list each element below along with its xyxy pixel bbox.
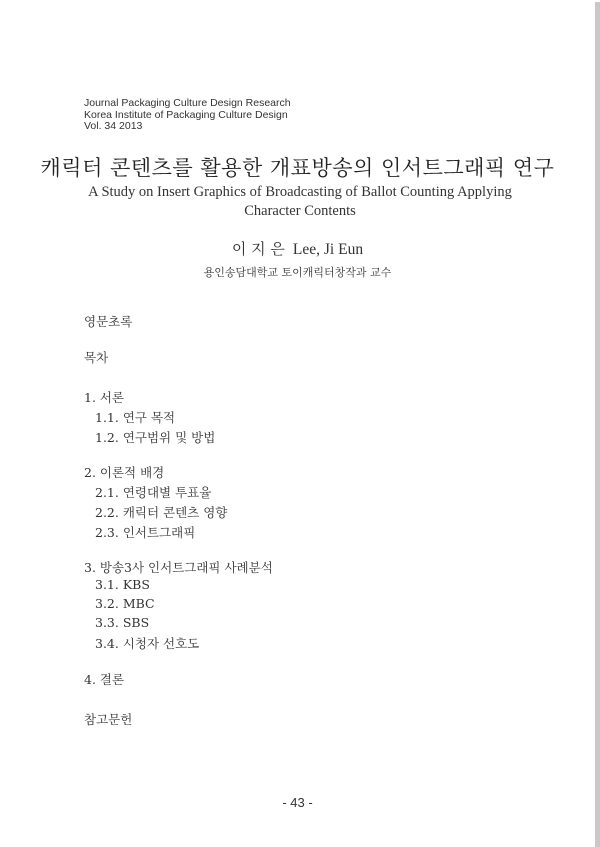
toc-section-3-3: 3.3. SBS	[95, 615, 150, 630]
journal-volume: Vol. 34 2013	[84, 120, 143, 132]
toc-section-2-3: 2.3. 인서트그래픽	[95, 525, 196, 540]
toc-section-1-2: 1.2. 연구범위 및 방법	[95, 430, 216, 445]
toc-section-3-2: 3.2. MBC	[95, 596, 155, 611]
toc-references: 참고문헌	[84, 712, 133, 727]
toc-section-3-1: 3.1. KBS	[95, 577, 150, 592]
journal-header	[84, 98, 291, 133]
journal-publisher: Korea Institute of Packaging Culture Design	[84, 108, 288, 121]
author-name-korean: 이 지 은	[231, 240, 285, 258]
title-english: A Study on Insert Graphics of Broadcasting of Ballot Counting Applying Character Contents	[88, 184, 512, 219]
toc-abstract: 영문초록	[84, 314, 133, 329]
toc-contents-heading: 목차	[84, 350, 109, 365]
author-affiliation: 용인송담대학교 토이캐릭터창작과 교수	[203, 266, 392, 279]
toc-section-4: 4. 결론	[84, 672, 125, 687]
toc-section-2-2: 2.2. 캐릭터 콘텐츠 영향	[95, 505, 228, 520]
toc-section-1-1: 1.1. 연구 목적	[95, 410, 176, 425]
journal-name: Journal Packaging Culture Design Research	[84, 97, 291, 109]
toc-section-1: 1. 서론	[84, 390, 125, 405]
toc-section-3-4: 3.4. 시청자 선호도	[95, 636, 200, 651]
toc-section-2: 2. 이론적 배경	[84, 465, 165, 480]
page-number: - 43 -	[282, 795, 313, 810]
author	[0, 238, 595, 259]
title-korean: 캐릭터 콘텐츠를 활용한 개표방송의 인서트그래픽 연구	[40, 156, 555, 180]
author-name-english: Lee, Ji Eun	[292, 241, 364, 258]
page-shadow	[595, 2, 600, 847]
toc-section-3: 3. 방송3사 인서트그래픽 사례분석	[84, 560, 273, 575]
toc-section-2-1: 2.1. 연령대별 투표율	[95, 485, 212, 500]
